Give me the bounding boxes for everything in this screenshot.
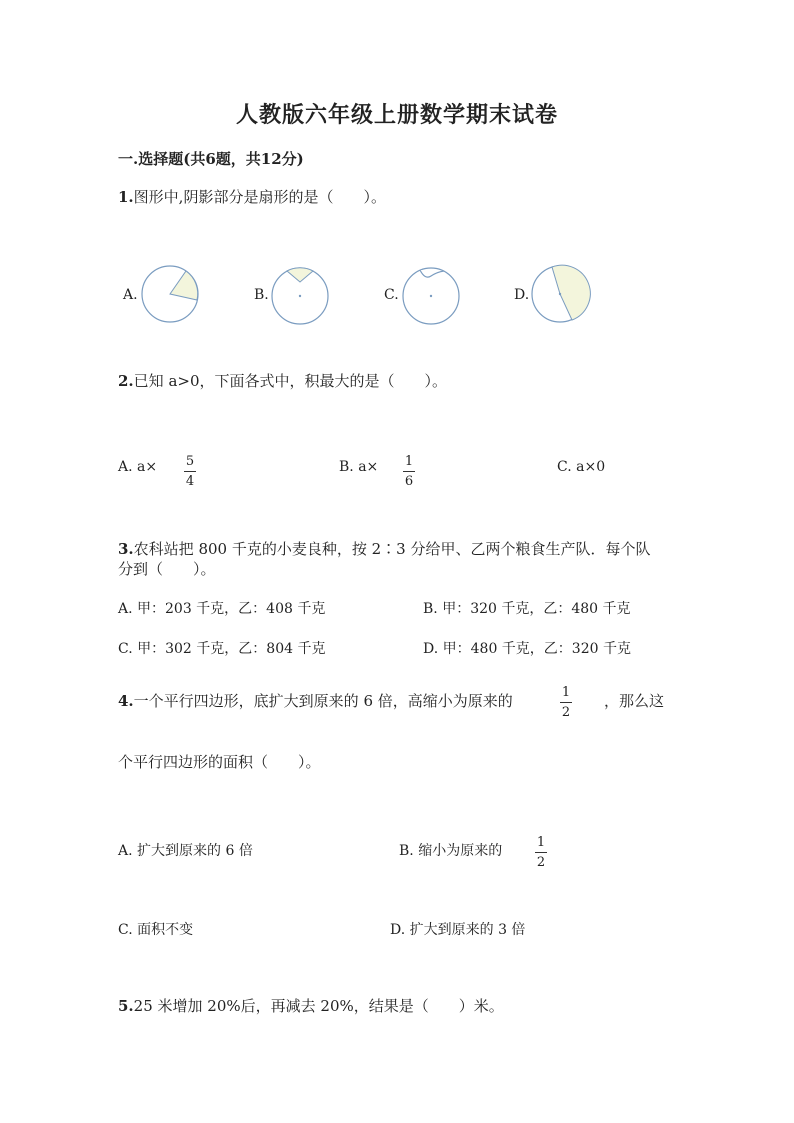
q4-option-b: B. 缩小为原来的	[399, 843, 503, 859]
question-4	[118, 690, 513, 711]
q3-option-b: B. 甲：320 千克，乙：480 千克	[423, 601, 631, 617]
question-text-line-1: 农科站把 800 千克的小麦良种，按 2∶3 分给甲、乙两个粮食生产队．每个队	[133, 540, 651, 558]
circle-figure-d	[530, 264, 590, 324]
circle-figure-c	[401, 266, 461, 326]
page-title: 人教版六年级上册数学期末试卷	[235, 102, 558, 128]
question-number: 3.	[118, 540, 134, 558]
question-number: 4.	[118, 692, 134, 710]
q3-option-d: D. 甲：480 千克，乙：320 千克	[423, 641, 631, 657]
question-number: 1.	[118, 188, 134, 206]
q2-option-b-fraction	[403, 455, 415, 488]
option-label-b: B.	[254, 287, 269, 303]
question-2	[118, 370, 447, 391]
question-text-line-1: 一个平行四边形，底扩大到原来的 6 倍，高缩小为原来的	[133, 692, 513, 710]
circle-figure-b	[270, 266, 330, 326]
q2-option-a: A. a×	[118, 459, 158, 475]
fraction-denominator: 2	[561, 705, 571, 720]
q2-option-b: B. a×	[339, 459, 379, 475]
fraction-denominator: 6	[404, 474, 414, 489]
q2-option-c: C. a×0	[557, 459, 606, 475]
question-1	[118, 186, 386, 207]
q4-fraction	[560, 686, 572, 719]
question-4-line-1-end: ，那么这	[604, 692, 665, 710]
question-3-line-2: 分到（ ）。	[118, 560, 216, 578]
q3-option-c: C. 甲：302 千克，乙：804 千克	[118, 641, 326, 657]
q3-option-a: A. 甲：203 千克，乙：408 千克	[118, 601, 326, 617]
fraction-denominator: 4	[185, 474, 195, 489]
section-heading: 一.选择题(共6题，共12分)	[118, 150, 304, 168]
circle-figure-a	[140, 264, 200, 324]
question-text: 已知 a>0，下面各式中，积最大的是（ ）。	[133, 372, 447, 390]
fraction-numerator: 1	[536, 835, 546, 850]
fraction-numerator: 5	[185, 454, 195, 469]
q2-option-a-fraction	[184, 455, 196, 488]
fraction-numerator: 1	[561, 685, 571, 700]
option-label-d: D.	[514, 287, 530, 303]
q4-option-d: D. 扩大到原来的 3 倍	[390, 922, 526, 938]
question-3	[118, 538, 650, 559]
question-number: 2.	[118, 372, 134, 390]
question-number: 5.	[118, 997, 134, 1015]
q4-option-c: C. 面积不变	[118, 922, 194, 938]
fraction-numerator: 1	[404, 454, 414, 469]
q4-option-a: A. 扩大到原来的 6 倍	[118, 843, 253, 859]
q4-option-b-fraction	[535, 836, 547, 869]
question-5	[118, 995, 504, 1016]
option-label-a: A.	[123, 287, 138, 303]
fraction-denominator: 2	[536, 855, 546, 870]
option-label-c: C.	[384, 287, 399, 303]
question-text: 图形中,阴影部分是扇形的是（ ）。	[133, 188, 386, 206]
question-text: 25 米增加 20%后，再减去 20%，结果是（ ）米。	[133, 997, 504, 1015]
question-4-line-2: 个平行四边形的面积（ ）。	[118, 753, 321, 771]
